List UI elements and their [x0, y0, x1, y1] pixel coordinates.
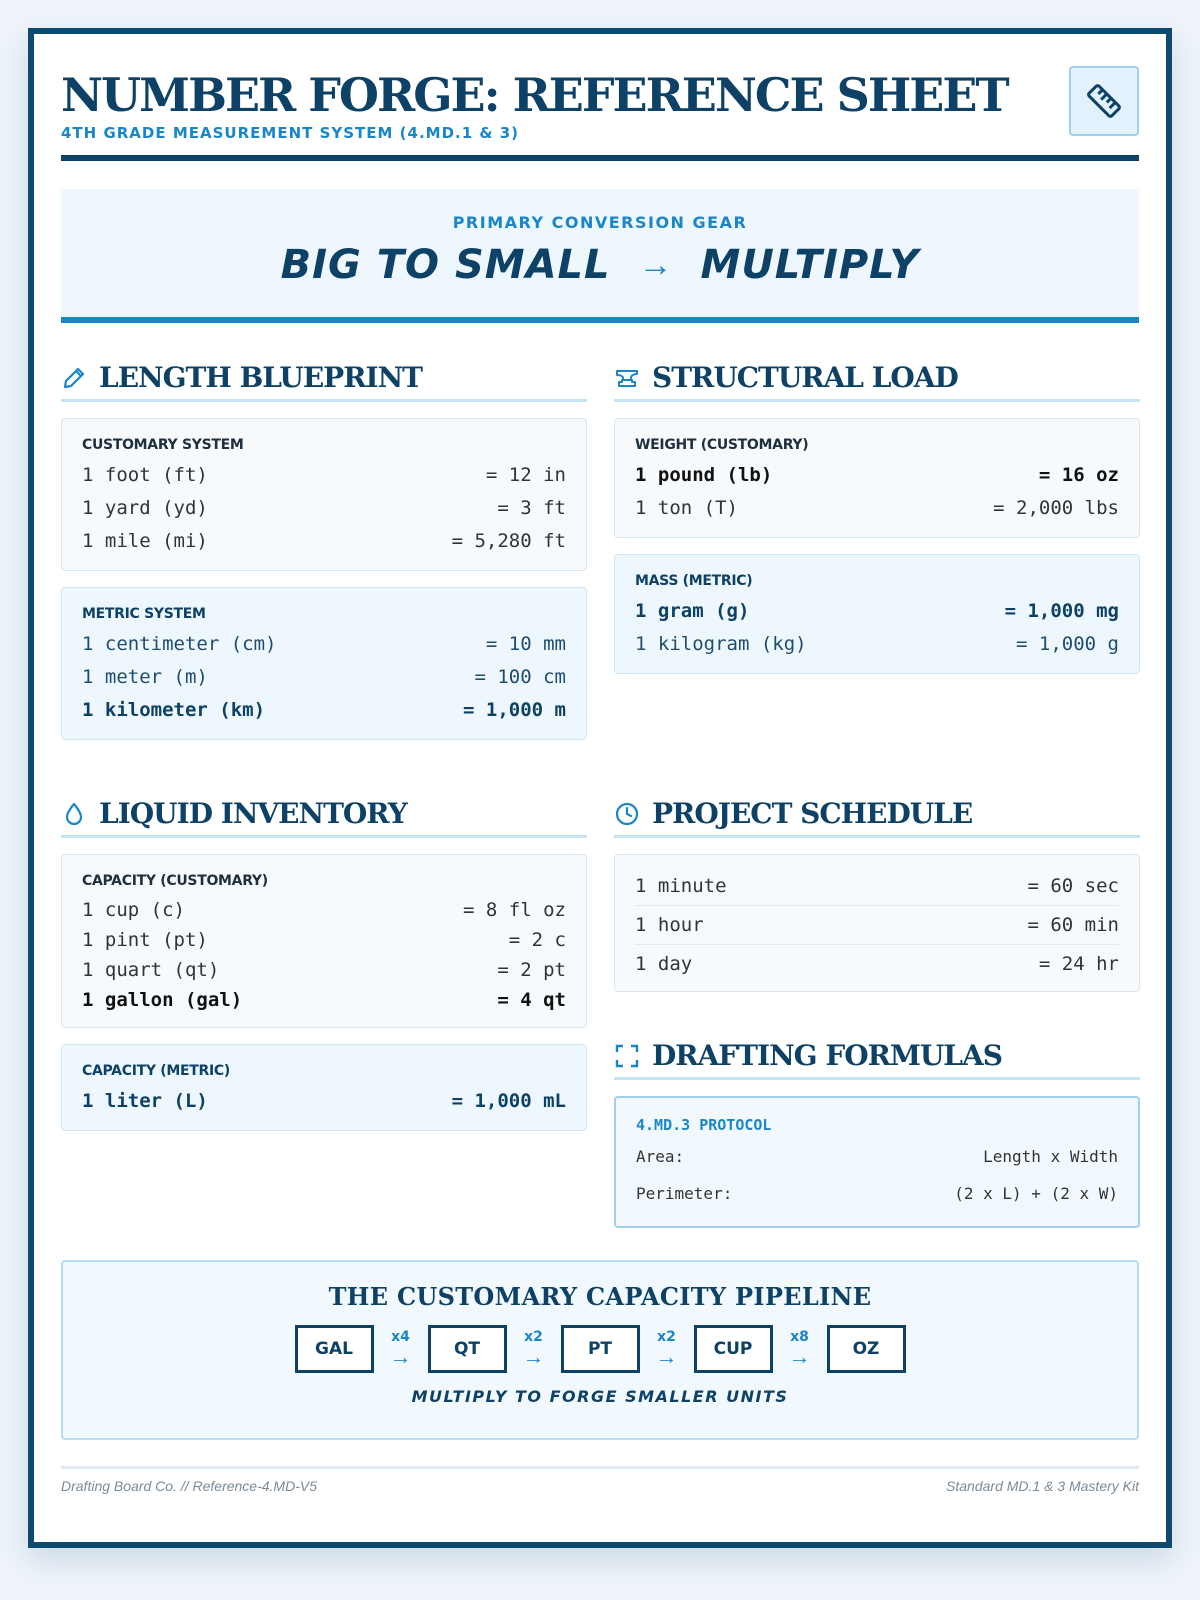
load-section: [614, 356, 1140, 674]
arrow-right-icon: →: [788, 1344, 811, 1369]
pipeline-multiplier: x2: [524, 1329, 543, 1345]
card-label: CAPACITY (METRIC): [82, 1063, 230, 1079]
unit: 1 liter (L): [82, 1090, 208, 1112]
pipeline-connector: [507, 1329, 561, 1369]
pipeline-unit-box: CUP: [694, 1325, 773, 1373]
conversion-row: [635, 628, 1119, 661]
conversion-gear-rule: [61, 242, 1139, 288]
value: = 3 ft: [497, 497, 566, 519]
value: = 2 c: [508, 929, 566, 951]
formula-protocol-label: 4.MD.3 PROTOCOL: [636, 1116, 772, 1134]
value: = 8 fl oz: [463, 899, 566, 921]
droplet-icon: [61, 801, 87, 827]
conversion-row: [82, 955, 566, 985]
clock-icon: [614, 801, 640, 827]
liquid-title: LIQUID INVENTORY: [99, 797, 407, 830]
pipeline-unit-box: PT: [561, 1325, 640, 1373]
conversion-row: [82, 661, 566, 694]
gear-left-text: BIG TO SMALL: [280, 242, 611, 288]
conversion-row: [635, 906, 1119, 945]
footer-right: Standard MD.1 & 3 Mastery Kit: [946, 1478, 1139, 1494]
value: = 60 sec: [1027, 875, 1119, 897]
footer-left: Drafting Board Co. // Reference-4.MD-V5: [61, 1478, 317, 1494]
pipeline-multiplier: x4: [391, 1329, 410, 1345]
value: = 60 min: [1027, 914, 1119, 936]
page-title: NUMBER FORGE: REFERENCE SHEET: [61, 68, 1008, 122]
value: = 1,000 mg: [1004, 600, 1119, 622]
unit: 1 hour: [635, 914, 704, 936]
ruler-icon: [1084, 81, 1124, 121]
length-title: LENGTH BLUEPRINT: [99, 361, 423, 394]
value: = 16 oz: [1038, 464, 1119, 486]
expand-icon: [614, 1043, 640, 1069]
conversion-row: [82, 694, 566, 727]
unit: 1 centimeter (cm): [82, 633, 277, 655]
conversion-row: [82, 985, 566, 1015]
pipeline-unit-box: GAL: [295, 1325, 374, 1373]
unit: 1 pint (pt): [82, 929, 208, 951]
pipeline-multiplier: x8: [790, 1329, 809, 1345]
reference-sheet: [28, 28, 1172, 1548]
footer: [61, 1478, 1139, 1494]
unit: 1 foot (ft): [82, 464, 208, 486]
conversion-row: [635, 945, 1119, 983]
value: = 100 cm: [474, 666, 566, 688]
conversion-row: [82, 525, 566, 558]
conversion-row: [82, 628, 566, 661]
ruler-badge: [1069, 66, 1139, 136]
card-label: METRIC SYSTEM: [82, 606, 206, 622]
arrow-right-icon: →: [389, 1344, 412, 1369]
conversion-row: [635, 867, 1119, 906]
gear-arrow-icon: →: [638, 245, 673, 284]
formulas-card: [614, 1096, 1140, 1228]
unit: 1 quart (qt): [82, 959, 220, 981]
pipeline-caption: MULTIPLY TO FORGE SMALLER UNITS: [411, 1387, 789, 1406]
load-title: STRUCTURAL LOAD: [652, 361, 958, 394]
pipeline-connector: [374, 1329, 428, 1369]
value: = 10 mm: [485, 633, 566, 655]
value: = 2 pt: [497, 959, 566, 981]
unit: 1 pound (lb): [635, 464, 773, 486]
gear-right-text: MULTIPLY: [700, 242, 920, 288]
unit: 1 gallon (gal): [82, 989, 243, 1011]
unit: 1 kilogram (kg): [635, 633, 807, 655]
schedule-header: [614, 792, 1140, 838]
conversion-row: [82, 895, 566, 925]
arrow-right-icon: →: [522, 1344, 545, 1369]
card-label: CAPACITY (CUSTOMARY): [82, 873, 268, 889]
formulas-section: [614, 1034, 1140, 1228]
pipeline-title: THE CUSTOMARY CAPACITY PIPELINE: [328, 1282, 872, 1311]
conversion-row: [82, 925, 566, 955]
length-customary-card: [61, 418, 587, 571]
conversion-row: [635, 459, 1119, 492]
formulas-header: [614, 1034, 1140, 1080]
capacity-customary-card: [61, 854, 587, 1028]
arrow-right-icon: →: [655, 1344, 678, 1369]
card-label: MASS (METRIC): [635, 573, 753, 589]
unit: 1 kilometer (km): [82, 699, 266, 721]
unit: 1 meter (m): [82, 666, 208, 688]
value: = 12 in: [485, 464, 566, 486]
conversion-row: [635, 595, 1119, 628]
value: = 5,280 ft: [451, 530, 566, 552]
unit: 1 gram (g): [635, 600, 750, 622]
value: = 4 qt: [497, 989, 566, 1011]
value: = 1,000 mL: [451, 1090, 566, 1112]
pipeline-multiplier: x2: [657, 1329, 676, 1345]
conversion-gear-label: PRIMARY CONVERSION GEAR: [452, 213, 748, 232]
pipeline-unit-box: QT: [428, 1325, 507, 1373]
conversion-row: [82, 492, 566, 525]
pipeline-row: [63, 1325, 1137, 1373]
pipeline-connector: [773, 1329, 827, 1369]
anvil-icon: [614, 365, 640, 391]
conversion-row: [82, 459, 566, 492]
unit: 1 yard (yd): [82, 497, 208, 519]
unit: 1 ton (T): [635, 497, 738, 519]
value: = 24 hr: [1038, 953, 1119, 975]
schedule-title: PROJECT SCHEDULE: [652, 797, 973, 830]
header-divider: [61, 155, 1139, 161]
load-header: [614, 356, 1140, 402]
formula-expression: (2 x L) + (2 x W): [954, 1184, 1118, 1203]
formula-expression: Length x Width: [983, 1147, 1118, 1166]
conversion-row: [635, 492, 1119, 525]
card-label: CUSTOMARY SYSTEM: [82, 437, 244, 453]
unit: 1 cup (c): [82, 899, 185, 921]
schedule-section: [614, 792, 1140, 992]
weight-customary-card: [614, 418, 1140, 538]
length-section: [61, 356, 587, 740]
unit: 1 mile (mi): [82, 530, 208, 552]
conversion-row: [82, 1085, 566, 1118]
liquid-header: [61, 792, 587, 838]
card-label: WEIGHT (CUSTOMARY): [635, 437, 809, 453]
formula-name: Area:: [636, 1147, 685, 1166]
unit: 1 minute: [635, 875, 727, 897]
value: = 1,000 m: [463, 699, 566, 721]
formulas-title: DRAFTING FORMULAS: [652, 1039, 1002, 1072]
unit: 1 day: [635, 953, 693, 975]
capacity-pipeline: [61, 1260, 1139, 1440]
page-subtitle: 4TH GRADE MEASUREMENT SYSTEM (4.MD.1 & 3): [61, 124, 519, 142]
length-header: [61, 356, 587, 402]
pencil-icon: [61, 365, 87, 391]
mass-metric-card: [614, 554, 1140, 674]
pipeline-unit-box: OZ: [827, 1325, 906, 1373]
footer-divider: [61, 1466, 1139, 1469]
conversion-gear-panel: [61, 189, 1139, 323]
schedule-card: [614, 854, 1140, 992]
formula-row: [636, 1138, 1118, 1175]
pipeline-connector: [640, 1329, 694, 1369]
formula-name: Perimeter:: [636, 1184, 733, 1203]
length-metric-card: [61, 587, 587, 740]
capacity-metric-card: [61, 1044, 587, 1131]
liquid-section: [61, 792, 587, 1131]
value: = 1,000 g: [1016, 633, 1119, 655]
value: = 2,000 lbs: [993, 497, 1119, 519]
formula-row: [636, 1175, 1118, 1212]
header: [61, 68, 1139, 142]
